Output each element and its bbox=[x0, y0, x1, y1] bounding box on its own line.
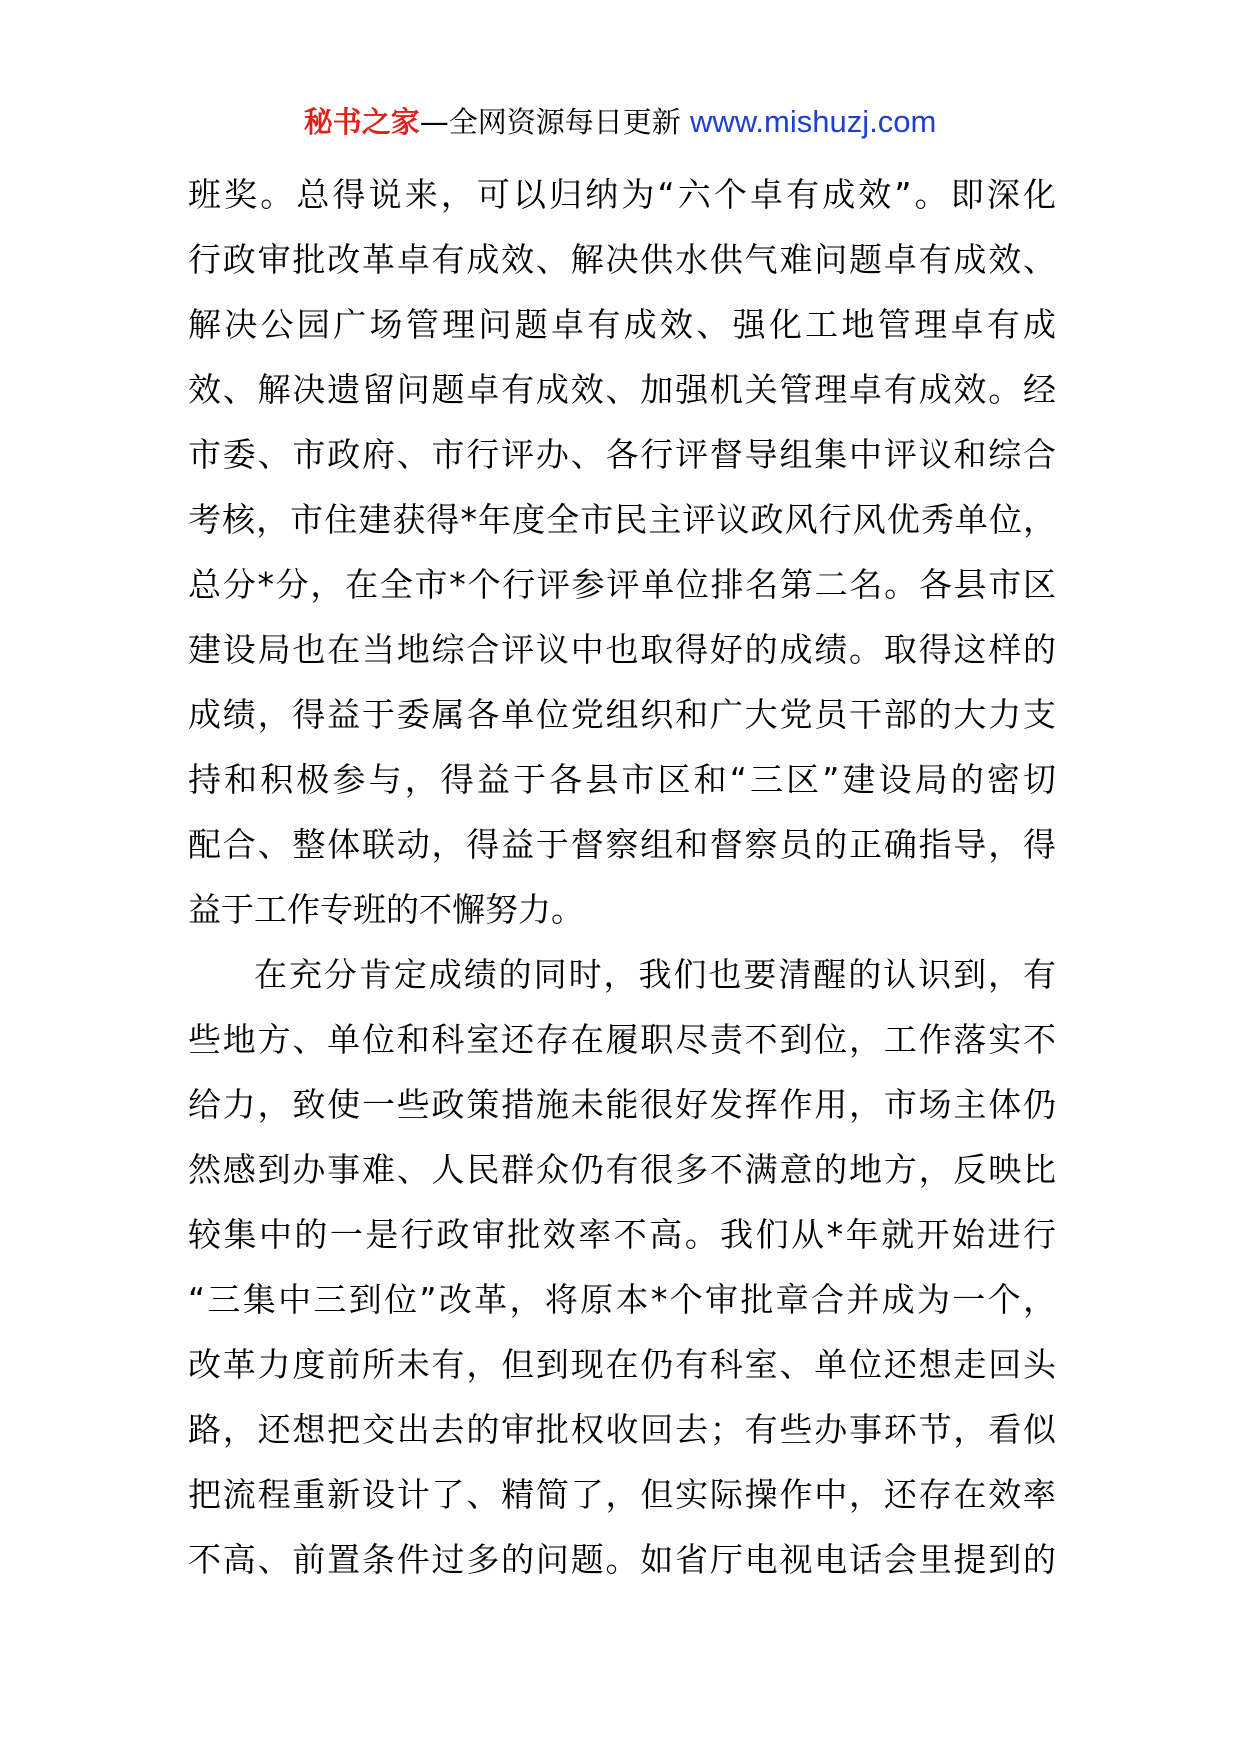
document-body bbox=[188, 162, 1056, 1592]
text-line: 路，还想把交出去的审批权收回去；有些办事环节，看似 bbox=[188, 1410, 1056, 1449]
header-tagline: —全网资源每日更新 bbox=[419, 105, 690, 139]
text-line: 持和积极参与，得益于各县市区和“三区”建设局的密切 bbox=[188, 760, 1056, 799]
text-line: 些地方、单位和科室还存在履职尽责不到位，工作落实不 bbox=[188, 1020, 1056, 1059]
text-line: 班奖。总得说来，可以归纳为“六个卓有成效”。即深化 bbox=[188, 175, 1056, 214]
text-line: 效、解决遗留问题卓有成效、加强机关管理卓有成效。经 bbox=[188, 370, 1056, 409]
header-url[interactable]: www.mishuzj.com bbox=[689, 104, 937, 139]
page-header bbox=[0, 102, 1240, 142]
text-line: 配合、整体联动，得益于督察组和督察员的正确指导，得 bbox=[188, 825, 1056, 864]
text-line: 不高、前置条件过多的问题。如省厅电视电话会里提到的 bbox=[188, 1540, 1056, 1579]
text-line: 建设局也在当地综合评议中也取得好的成绩。取得这样的 bbox=[188, 630, 1056, 669]
text-line: 市委、市政府、市行评办、各行评督导组集中评议和综合 bbox=[188, 435, 1056, 474]
text-line: 给力，致使一些政策措施未能很好发挥作用，市场主体仍 bbox=[188, 1085, 1056, 1124]
text-line: 成绩，得益于委属各单位党组织和广大党员干部的大力支 bbox=[188, 695, 1056, 734]
text-line: 益于工作专班的不懈努力。 bbox=[188, 890, 584, 929]
text-line: 解决公园广场管理问题卓有成效、强化工地管理卓有成 bbox=[188, 305, 1056, 344]
text-line: 然感到办事难、人民群众仍有很多不满意的地方，反映比 bbox=[188, 1150, 1056, 1189]
text-line: 把流程重新设计了、精简了，但实际操作中，还存在效率 bbox=[188, 1475, 1056, 1514]
text-line: 总分*分，在全市*个行评参评单位排名第二名。各县市区 bbox=[188, 565, 1056, 604]
text-line: 考核，市住建获得*年度全市民主评议政风行风优秀单位， bbox=[188, 500, 1056, 539]
text-line: 在充分肯定成绩的同时，我们也要清醒的认识到，有 bbox=[254, 955, 1056, 994]
text-line: 改革力度前所未有，但到现在仍有科室、单位还想走回头 bbox=[188, 1345, 1056, 1384]
text-line: “三集中三到位”改革，将原本*个审批章合并成为一个， bbox=[188, 1280, 1056, 1319]
paragraph-1 bbox=[188, 162, 1056, 942]
text-line: 行政审批改革卓有成效、解决供水供气难问题卓有成效、 bbox=[188, 240, 1056, 279]
header-brand: 秘书之家 bbox=[303, 105, 420, 139]
text-line: 较集中的一是行政审批效率不高。我们从*年就开始进行 bbox=[188, 1215, 1056, 1254]
paragraph-2 bbox=[188, 942, 1056, 1592]
